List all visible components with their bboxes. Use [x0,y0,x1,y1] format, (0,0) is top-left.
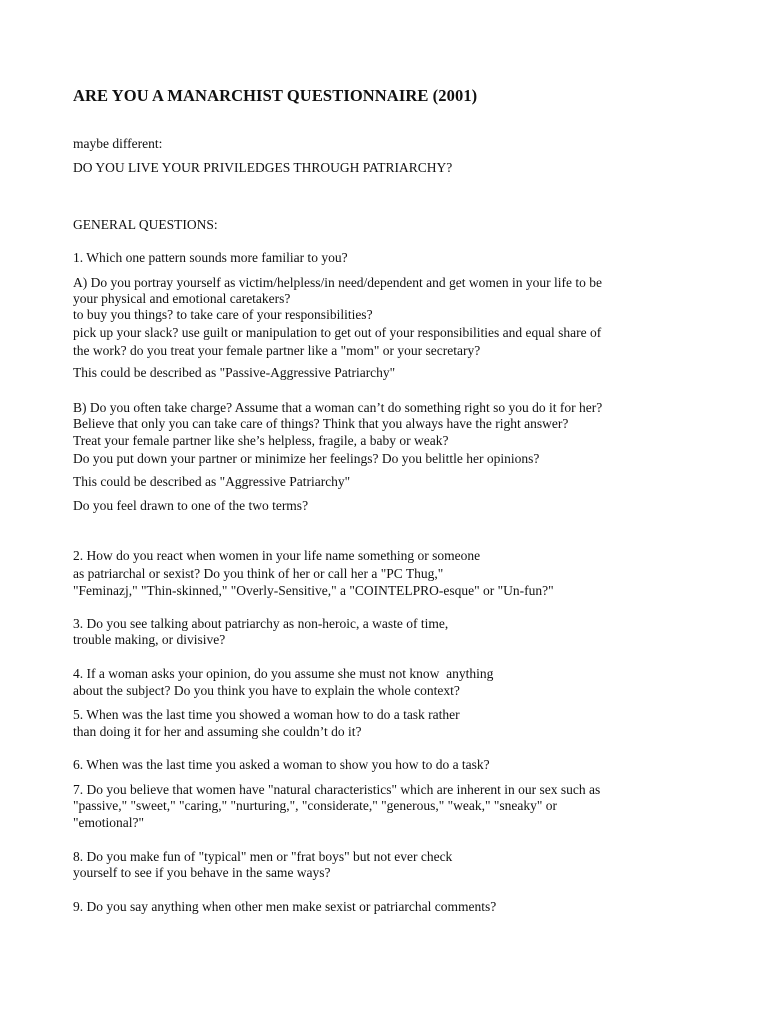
document-title: ARE YOU A MANARCHIST QUESTIONNAIRE (2001) [73,86,478,105]
section-heading: GENERAL QUESTIONS: [73,217,218,232]
question-9: 9. Do you say anything when other men make sexist or patriarchal comments? [73,899,497,914]
question-2-line: "Feminazj," "Thin-skinned," "Overly-Sensitive," a "COINTELPRO-esque" or "Un-fun?" [73,583,554,598]
q1-option-a-line: to buy you things? to take care of your responsibilities? [73,307,373,322]
question-4-line: about the subject? Do you think you have to explain the whole context? [73,683,460,698]
q1-option-a-line: your physical and emotional caretakers? [73,291,291,306]
question-5-line: 5. When was the last time you showed a woman how to do a task rather [73,707,460,722]
question-3-line: trouble making, or divisive? [73,632,226,647]
question-3-line: 3. Do you see talking about patriarchy as non-heroic, a waste of time, [73,616,449,631]
q1-option-b-line: B) Do you often take charge? Assume that a woman can’t do something right so you do it for her? [73,400,603,415]
q1-option-b-line: Do you put down your partner or minimize her feelings? Do you belittle her opinions? [73,451,540,466]
question-4-line: 4. If a woman asks your opinion, do you assume she must not know anything [73,666,494,681]
question-7-line: "emotional?" [73,815,145,830]
q1-option-b-line: Treat your female partner like she’s helpless, fragile, a baby or weak? [73,433,449,448]
question-1: 1. Which one pattern sounds more familiar to you? [73,250,348,265]
question-7-line: 7. Do you believe that women have "natural characteristics" which are inherent in our sex such as [73,782,601,797]
q1-option-a-description: This could be described as "Passive-Aggressive Patriarchy" [73,365,396,380]
question-8-line: 8. Do you make fun of "typical" men or "frat boys" but not ever check [73,849,453,864]
question-8-line: yourself to see if you behave in the same ways? [73,865,331,880]
question-2-line: as patriarchal or sexist? Do you think of her or call her a "PC Thug," [73,566,444,581]
question-5-line: than doing it for her and assuming she couldn’t do it? [73,724,362,739]
subtitle-note: maybe different: [73,136,163,151]
q1-option-a-line: A) Do you portray yourself as victim/helpless/in need/dependent and get women in your life to be [73,275,602,290]
q1-option-a-line: pick up your slack? use guilt or manipulation to get out of your responsibilities and equal share of [73,325,602,340]
question-2-line: 2. How do you react when women in your life name something or someone [73,548,481,563]
subtitle: DO YOU LIVE YOUR PRIVILEDGES THROUGH PATRIARCHY? [73,160,453,175]
q1-option-b-line: Believe that only you can take care of things? Think that you always have the right answer? [73,416,569,431]
q1-drawn-question: Do you feel drawn to one of the two terms? [73,498,309,513]
q1-option-a-line: the work? do you treat your female partner like a "mom" or your secretary? [73,343,481,358]
question-6: 6. When was the last time you asked a woman to show you how to do a task? [73,757,490,772]
question-7-line: "passive," "sweet," "caring," "nurturing,", "considerate," "generous," "weak," "sneaky" or [73,798,558,813]
q1-option-b-description: This could be described as "Aggressive Patriarchy" [73,474,351,489]
